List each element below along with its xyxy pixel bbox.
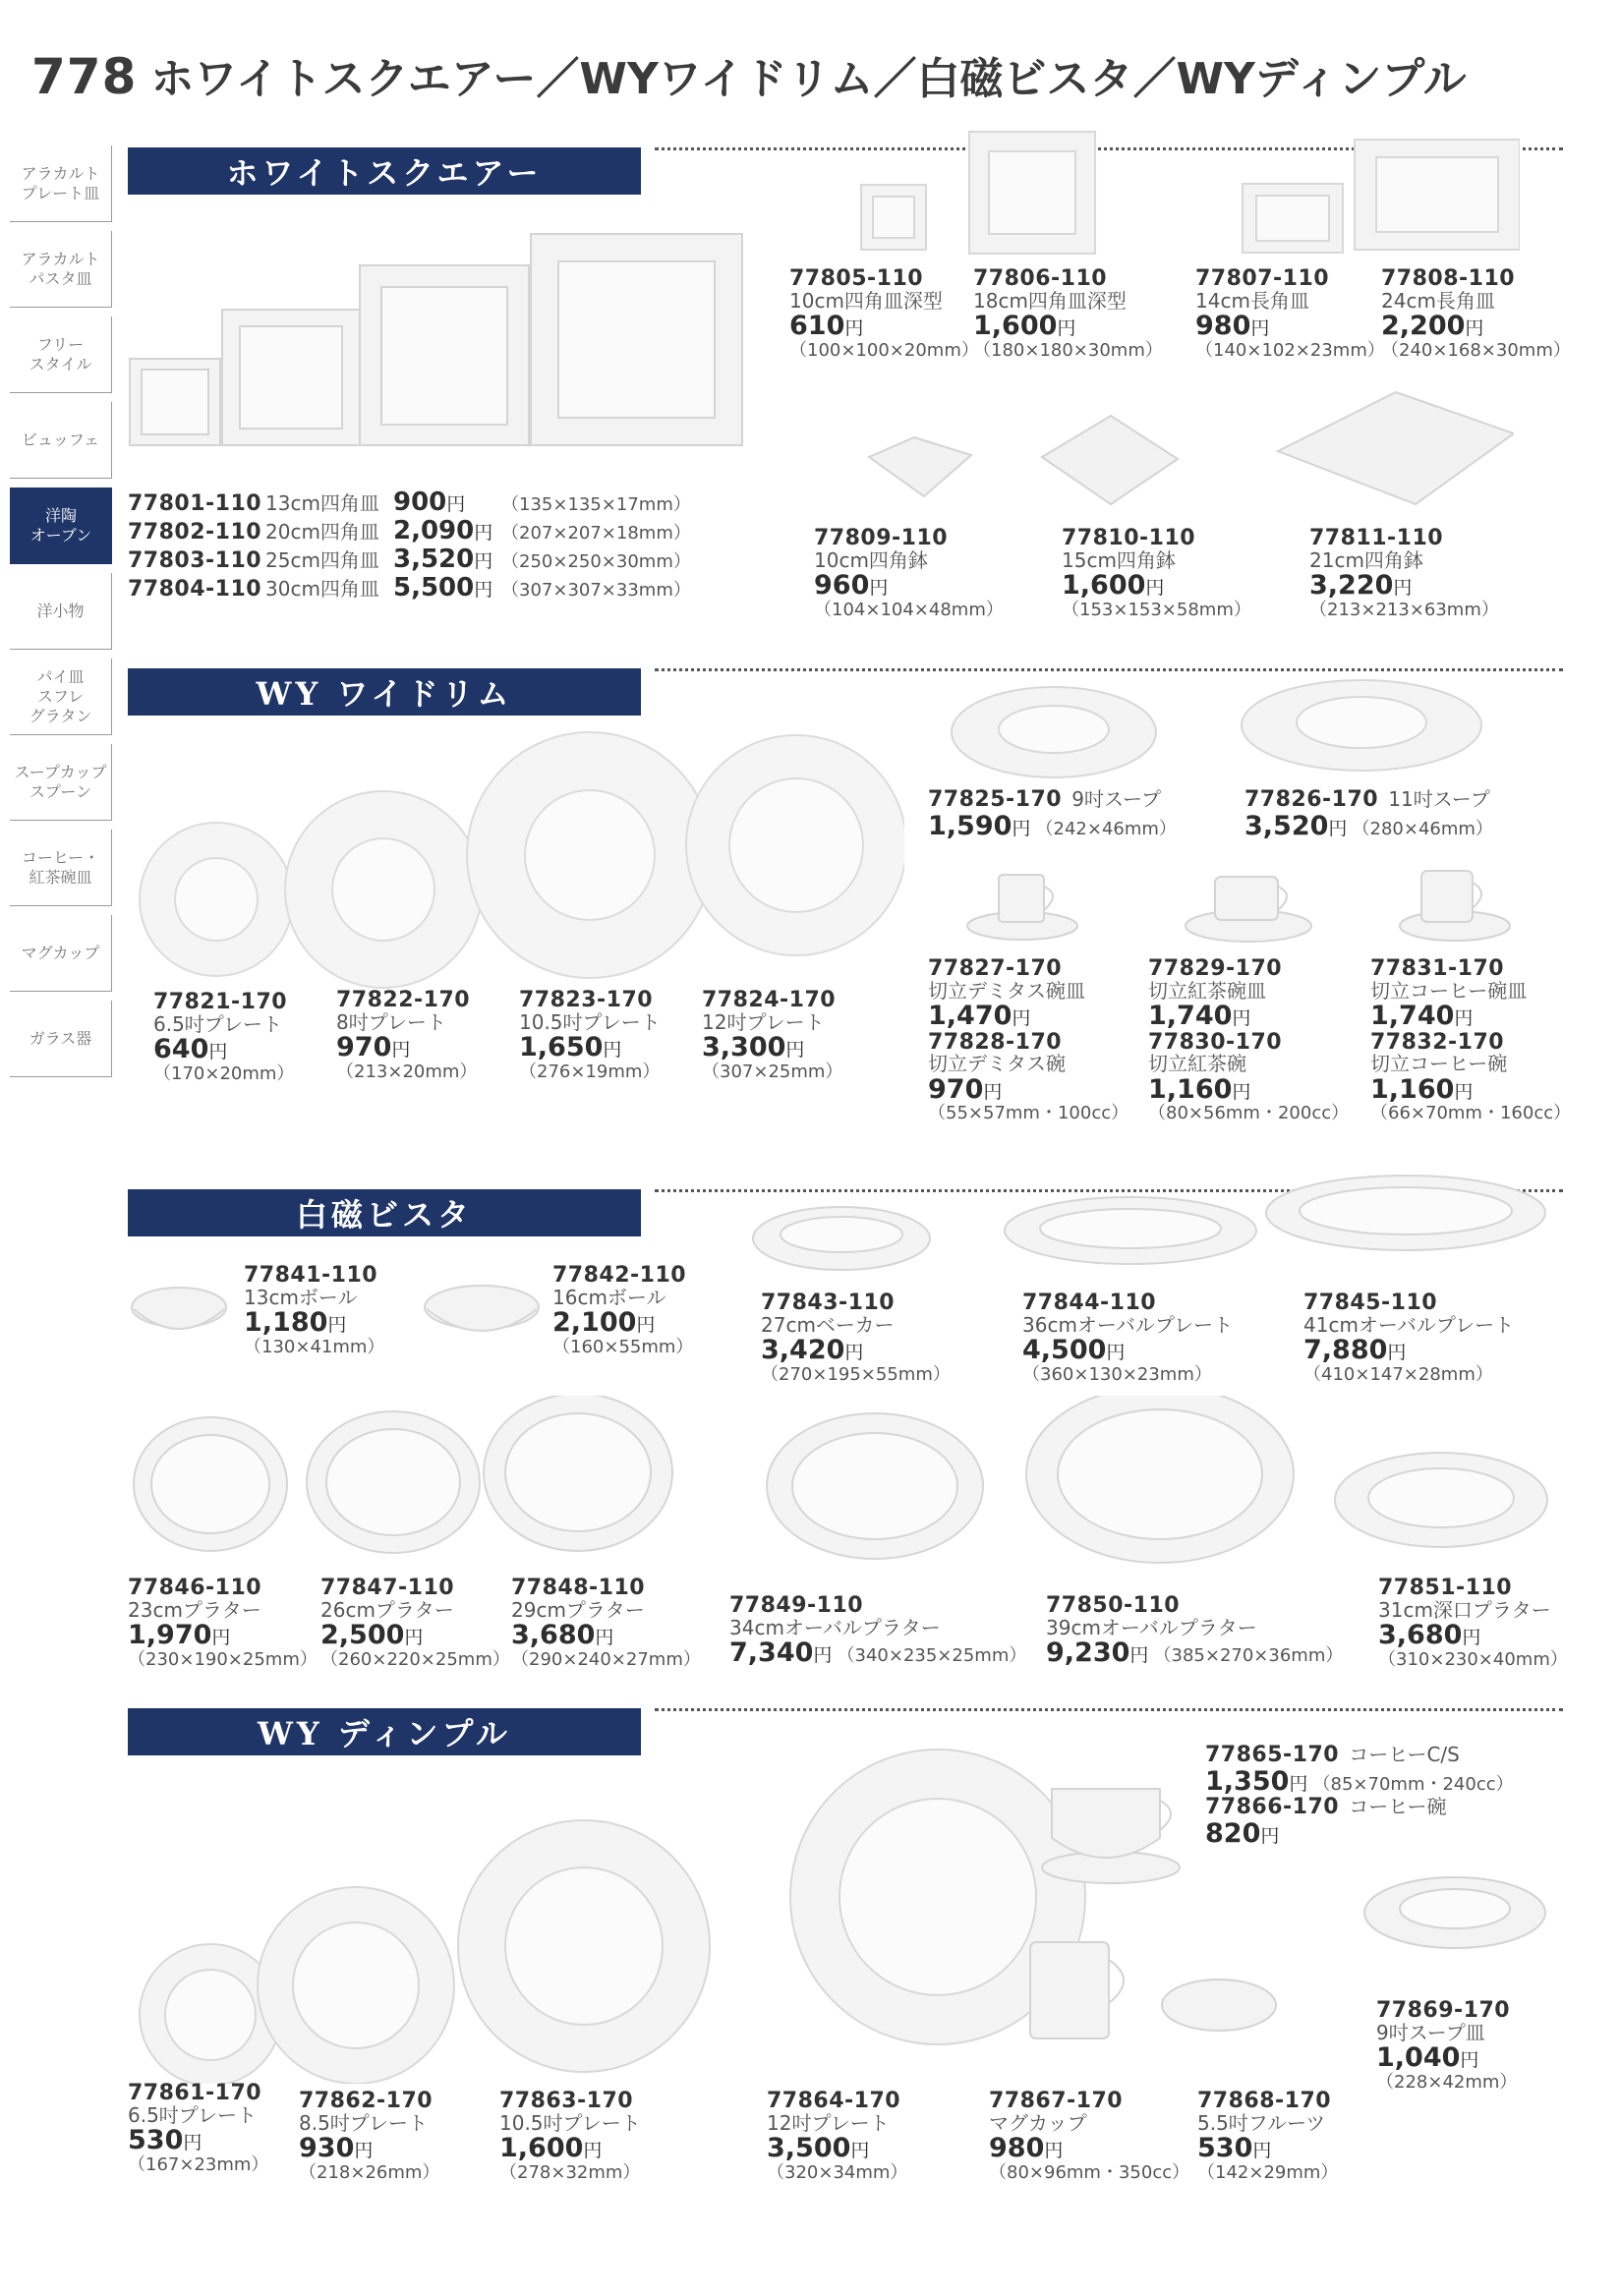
- product-77850: 77850-110 39cmオーバルプラター 9,230円 （385×270×36mm）: [1046, 1593, 1344, 1669]
- product-77867: 77867-170 マグカップ 980円 （80×96mm・350cc）: [989, 2089, 1190, 2183]
- section-divider: [655, 668, 1563, 671]
- vista-platters-photo: [128, 1396, 1553, 1573]
- square-plates-photo: [128, 226, 757, 462]
- tab-buffet[interactable]: ビュッフェ: [10, 402, 112, 479]
- widerim-soup-photo: [944, 678, 1494, 786]
- product-77807: 77807-110 14cm長角皿 980円 （140×102×23mm）: [1195, 266, 1385, 361]
- product-77808: 77808-110 24cm長角皿 2,200円 （240×168×30mm）: [1381, 266, 1571, 361]
- list-item: [128, 545, 691, 576]
- product-name: 20cm四角皿: [265, 520, 379, 544]
- product-77849: 77849-110 34cmオーバルプラター 7,340円 （340×235×25mm）: [729, 1593, 1027, 1669]
- tab-mug[interactable]: マグカップ: [10, 915, 112, 992]
- product-77824: 77824-170 12吋プレート 3,300円 （307×25mm）: [702, 988, 843, 1082]
- tab-western-oven[interactable]: 洋陶 オーブン: [10, 488, 112, 564]
- product-77865-77866: 77865-170 コーヒーC/S 1,350円 （85×70mm・240cc） 77866-170 コーヒー碗 820円: [1205, 1743, 1514, 1849]
- product-77846: 77846-110 23cmプラター 1,970円 （230×190×25mm）: [128, 1576, 318, 1670]
- list-item: [128, 517, 691, 547]
- product-77863: 77863-170 10.5吋プレート 1,600円 （278×32mm）: [499, 2089, 641, 2183]
- section-banner-white-square: ホワイトスクエアー: [128, 147, 641, 195]
- product-77868: 77868-170 5.5吋フルーツ 530円 （142×29mm）: [1197, 2089, 1339, 2183]
- section-banner-hakuji-vista: 白磁ビスタ: [128, 1189, 641, 1236]
- tab-soup-cup-spoon[interactable]: スープカップ スプーン: [10, 744, 112, 821]
- product-code: 77803-110: [128, 548, 262, 573]
- tab-glass[interactable]: ガラス器: [10, 1001, 112, 1077]
- product-dimensions: （207×207×18mm）: [501, 523, 691, 544]
- deep-square-plates-photo: [851, 130, 1520, 267]
- widerim-plates-photo: [138, 727, 904, 993]
- product-name: 25cm四角皿: [265, 548, 379, 572]
- tab-a-la-carte-plate[interactable]: アラカルト プレート皿: [10, 145, 112, 222]
- section-banner-wy-dimple: WY ディンプル: [128, 1708, 641, 1755]
- product-77864: 77864-170 12吋プレート 3,500円 （320×34mm）: [767, 2089, 908, 2183]
- page-number: 778: [31, 48, 138, 105]
- vista-oval-photo: [747, 1170, 1553, 1278]
- product-77809: 77809-110 10cm四角鉢 960円 （104×104×48mm）: [814, 526, 1004, 620]
- widerim-cups-photo: [963, 865, 1514, 953]
- list-item: [128, 488, 691, 519]
- product-name: 13cm四角皿: [265, 491, 379, 515]
- product-dimensions: （135×135×17mm）: [501, 494, 691, 515]
- tab-free-style[interactable]: フリー スタイル: [10, 316, 112, 393]
- product-77831-77832: 77831-170 切立コーヒー碗皿 1,740円 77832-170 切立コーヒー碗 1,160円 （66×70mm・160cc）: [1370, 956, 1572, 1123]
- product-77844: 77844-110 36cmオーバルプレート 4,500円 （360×130×23mm）: [1022, 1291, 1234, 1385]
- product-77825: 77825-170 9吋スープ 1,590円 （242×46mm）: [928, 787, 1177, 841]
- product-77827-77828: 77827-170 切立デミタス碗皿 1,470円 77828-170 切立デミタス碗 970円 （55×57mm・100cc）: [928, 956, 1129, 1123]
- product-77823: 77823-170 10.5吋プレート 1,650円 （276×19mm）: [519, 988, 661, 1082]
- tab-western-small[interactable]: 洋小物: [10, 573, 112, 650]
- product-77869: 77869-170 9吋スープ皿 1,040円 （228×42mm）: [1376, 1998, 1518, 2093]
- section-banner-wy-widerim: WY ワイドリム: [128, 668, 641, 716]
- product-77845: 77845-110 41cmオーバルプレート 7,880円 （410×147×28mm）: [1303, 1291, 1515, 1385]
- category-tabs: [10, 145, 112, 1086]
- product-code: 77801-110: [128, 491, 262, 516]
- product-dimensions: （307×307×33mm）: [501, 580, 691, 601]
- product-77862: 77862-170 8.5吋プレート 930円 （218×26mm）: [299, 2089, 440, 2183]
- tab-coffee-tea[interactable]: コーヒー・ 紅茶碗皿: [10, 830, 112, 906]
- product-77826: 77826-170 11吋スープ 3,520円 （280×46mm）: [1244, 787, 1493, 841]
- product-77851: 77851-110 31cm深口プラター 3,680円 （310×230×40mm）: [1378, 1576, 1568, 1670]
- product-77841: 77841-110 13cmボール 1,180円 （130×41mm）: [244, 1263, 385, 1357]
- page-heading: ホワイトスクエアー／WYワイドリム／白磁ビスタ／WYディンプル: [150, 54, 1467, 104]
- product-77805: 77805-110 10cm四角皿深型 610円 （100×100×20mm）: [789, 266, 979, 361]
- list-item: [128, 574, 691, 604]
- product-77861: 77861-170 6.5吋プレート 530円 （167×23mm）: [128, 2081, 269, 2175]
- product-77811: 77811-110 21cm四角鉢 3,220円 （213×213×63mm）: [1309, 526, 1499, 620]
- product-77829-77830: 77829-170 切立紅茶碗皿 1,740円 77830-170 切立紅茶碗 1,160円 （80×56mm・200cc）: [1148, 956, 1350, 1123]
- dimple-plates-photo: [122, 1740, 1154, 2084]
- product-price: 5,500円: [393, 573, 493, 603]
- tab-a-la-carte-pasta[interactable]: アラカルト パスタ皿: [10, 231, 112, 308]
- product-dimensions: （250×250×30mm）: [501, 551, 691, 572]
- tab-pie-souffle-gratin[interactable]: パイ皿 スフレ グラタン: [10, 659, 112, 735]
- product-77847: 77847-110 26cmプラター 2,500円 （260×220×25mm）: [320, 1576, 510, 1670]
- page-title: [31, 43, 1467, 106]
- product-77843: 77843-110 27cmベーカー 3,420円 （270×195×55mm）: [761, 1291, 951, 1385]
- product-name: 30cm四角皿: [265, 577, 379, 601]
- product-77810: 77810-110 15cm四角鉢 1,600円 （153×153×58mm）: [1062, 526, 1251, 620]
- product-price: 2,090円: [393, 516, 493, 545]
- product-77822: 77822-170 8吋プレート 970円 （213×20mm）: [336, 988, 478, 1082]
- product-price: 3,520円: [393, 545, 493, 574]
- product-code: 77804-110: [128, 577, 262, 602]
- product-price: 900円: [393, 488, 466, 517]
- product-code: 77802-110: [128, 520, 262, 545]
- product-77848: 77848-110 29cmプラター 3,680円 （290×240×27mm）: [511, 1576, 701, 1670]
- product-77806: 77806-110 18cm四角皿深型 1,600円 （180×180×30mm）: [973, 266, 1163, 361]
- section-divider: [655, 1708, 1563, 1711]
- square-bowls-photo: [865, 388, 1514, 516]
- product-77821: 77821-170 6.5吋プレート 640円 （170×20mm）: [153, 990, 295, 1084]
- product-77842: 77842-110 16cmボール 2,100円 （160×55mm）: [552, 1263, 694, 1357]
